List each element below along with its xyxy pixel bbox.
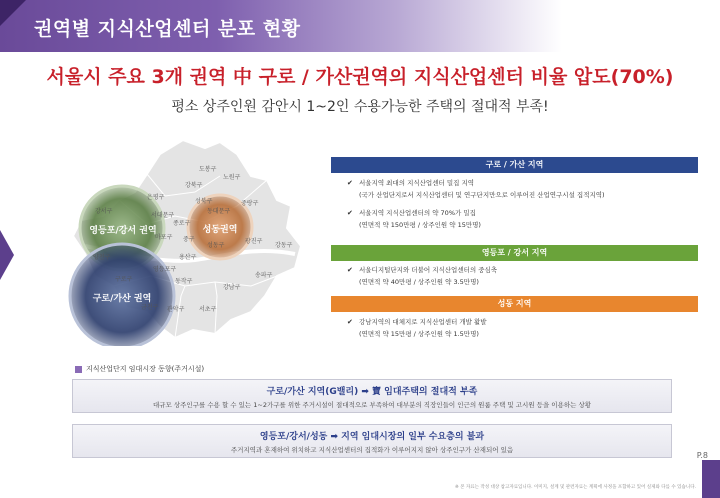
- ydp-gangseo-label: 영등포/강서 권역: [89, 226, 157, 236]
- district-label: 도봉구: [199, 166, 217, 173]
- ydp-gangseo-section: [331, 245, 698, 288]
- district-label: 강서구: [95, 208, 113, 215]
- district-label: 구로구: [115, 276, 133, 283]
- headline: 서울시 주요 3개 권역 中 구로 / 가산권역의 지식산업센터 비율 압도(70%): [46, 66, 674, 88]
- district-label: 영등포구: [153, 266, 177, 273]
- district-label: 광진구: [245, 238, 263, 245]
- district-label: 성동구: [207, 242, 225, 249]
- legend-square-icon: [75, 366, 82, 373]
- district-label: 강남구: [223, 284, 241, 291]
- district-label: 종로구: [173, 220, 191, 227]
- bullet-text: 서울디지털단지와 더불어 지식산업센터의 중심축: [359, 266, 498, 274]
- section-header: 성동 지역: [331, 296, 698, 312]
- seongdong-section: [331, 296, 698, 340]
- section-bullet: [331, 207, 698, 219]
- district-label: 송파구: [255, 272, 273, 279]
- check-icon: ✔: [347, 179, 353, 187]
- bullet-text: 서울지역 최대의 지식산업센터 밀집 지역: [359, 179, 475, 187]
- guro-gasan-label: 구로/가산 권역: [92, 294, 152, 304]
- district-label: 서초구: [199, 306, 217, 313]
- seoul-map: [55, 136, 335, 346]
- side-marker-decoration: [0, 230, 14, 280]
- check-icon: ✔: [347, 318, 353, 326]
- section-subtext: (연면적 약 150만평 / 상주인원 약 15만명): [359, 221, 481, 229]
- section-bullet: [331, 316, 698, 328]
- district-label: 중랑구: [241, 200, 259, 207]
- district-label: 용산구: [179, 254, 197, 261]
- district-label: 서대문구: [151, 212, 175, 219]
- check-icon: ✔: [347, 209, 353, 217]
- legend-text: 지식산업단지 임대시장 동향(주거시설): [86, 365, 205, 373]
- section-subtext: (연면적 약 40만평 / 상주인원 약 3.5만명): [359, 278, 479, 286]
- corner-decoration: [0, 0, 26, 26]
- check-icon: ✔: [347, 266, 353, 274]
- section-bullet: [331, 177, 698, 189]
- header-band: [0, 0, 720, 52]
- bullet-text: 서울지역 지식산업센터의 약 70%가 밀집: [359, 209, 476, 217]
- section-legend: [75, 364, 204, 374]
- section-header: 영등포 / 강서 지역: [331, 245, 698, 261]
- seoul-map-svg: [55, 136, 335, 346]
- district-label: 중구: [183, 236, 195, 243]
- corner-accent: [702, 460, 720, 498]
- section-header: 구로 / 가산 지역: [331, 157, 698, 173]
- district-label: 강동구: [275, 242, 293, 249]
- summary-title: 영등포/강서/성동 ➡ 지역 임대시장의 일부 수요층의 불과: [259, 432, 485, 442]
- district-label: 마포구: [155, 234, 173, 241]
- summary-text: 주거지역과 혼재하여 위치하고 지식산업센터의 집적화가 이루어지지 않아 상주인구가 산재되어 있음: [230, 446, 514, 454]
- section-subtext: (국가 산업단지로서 지식산업센터 및 연구단지만으로 이루어진 산업연구시설 집적지역): [359, 191, 605, 199]
- section-bullet: [331, 264, 698, 276]
- page-number: P.8: [696, 451, 708, 460]
- section-subtext: (연면적 약 15만평 / 상주인원 약 1.5만명): [359, 330, 479, 338]
- district-label: 동작구: [175, 278, 193, 285]
- district-label: 관악구: [167, 306, 185, 313]
- guro-gasan-section: [331, 157, 698, 231]
- footnote: ※ 본 자료는 작성 대상 참고자료입니다. 이미지, 설계 및 관련자료는 계획에 사정을 포함하고 있어 실제와 다를 수 있습니다.: [454, 485, 696, 490]
- summary-text: 대규모 상주인구를 수용 할 수 있는 1~2가구를 위한 주거시설이 절대적으로 부족하여 대부분의 직장인들이 인근의 원룸 주택 및 고시원 등을 이용하는 상황: [152, 401, 592, 409]
- district-label: 성북구: [195, 198, 213, 205]
- summary-title: 구로/가산 지역(G밸리) ➡ 寶 임대주택의 절대적 부족: [266, 387, 478, 397]
- district-label: 강북구: [185, 182, 203, 189]
- subheadline: 평소 상주인원 감안시 1~2인 수용가능한 주택의 절대적 부족!: [171, 99, 549, 115]
- district-label: 은평구: [147, 194, 165, 201]
- summary-box-others: [72, 424, 672, 458]
- district-label: 동대문구: [207, 208, 231, 215]
- district-label: 금천구: [141, 304, 159, 311]
- district-label: 양천구: [93, 254, 111, 261]
- page-title: 권역별 지식산업센터 분포 현황: [34, 18, 301, 40]
- summary-box-guro: [72, 379, 672, 413]
- district-label: 노원구: [223, 174, 241, 181]
- bullet-text: 강남지역의 대체지로 지식산업센터 개발 활발: [359, 318, 487, 326]
- seongdong-label: 성동권역: [202, 225, 238, 235]
